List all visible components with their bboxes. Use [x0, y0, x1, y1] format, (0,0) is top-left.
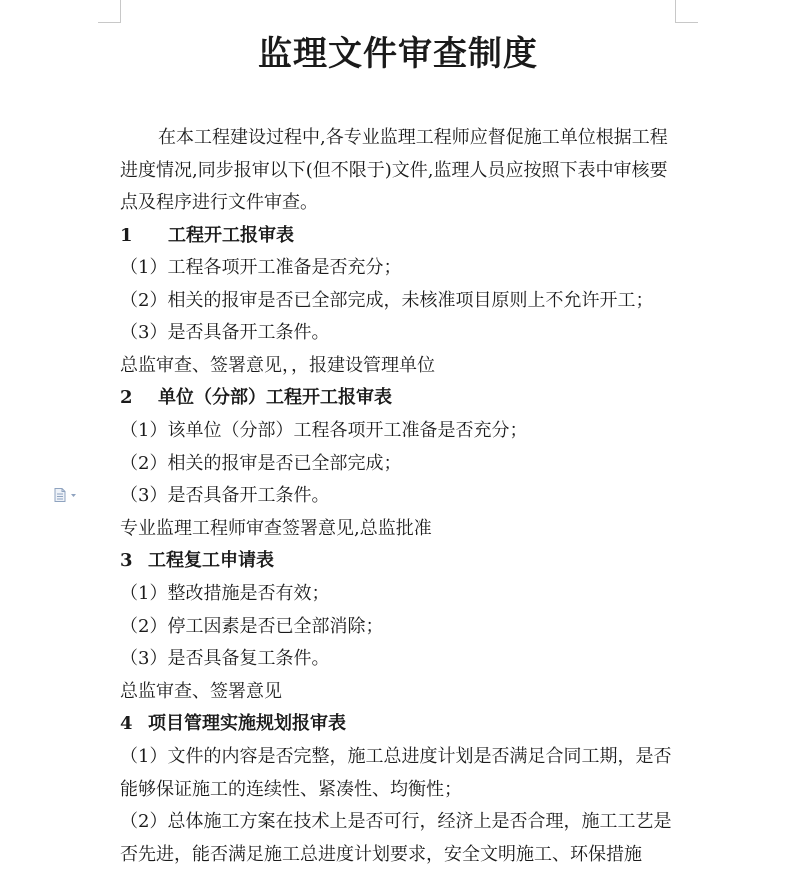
section-title: 工程复工申请表 [148, 550, 274, 572]
section-number: 2 [120, 387, 133, 409]
crop-mark-top-left-horizontal [98, 22, 121, 23]
section-item: （2）停工因素是否已全部消除； [120, 615, 384, 637]
section-item: （2）总体施工方案在技术上是否可行，经济上是否合理，施工工艺是否先进，能否满足施工总进度计划要求，安全文明施工、环保措施 [120, 811, 672, 865]
section-number: 4 [120, 713, 133, 735]
section-item: （1）文件的内容是否完整，施工总进度计划是否满足合同工期，是否能够保证施工的连续性、紧凑性、均衡性； [120, 746, 672, 800]
section-item: （3）是否具备开工条件。 [120, 322, 330, 344]
document-menu-icon[interactable] [54, 487, 80, 501]
section-item: （2）相关的报审是否已全部完成，未核准项目原则上不允许开工； [120, 289, 654, 311]
section-item: （3）是否具备复工条件。 [120, 648, 330, 670]
page-title: 监理文件审查制度 [258, 34, 538, 74]
section-title: 工程开工报审表 [168, 224, 294, 246]
section-title: 单位（分部）工程开工报审表 [158, 387, 392, 409]
document-body [120, 122, 680, 871]
section-item: （1）整改措施是否有效； [120, 583, 330, 605]
section-heading [120, 382, 680, 415]
section-number: 1 [120, 224, 133, 246]
section-number: 3 [120, 550, 133, 572]
section-item: （2）相关的报审是否已全部完成； [120, 452, 402, 474]
section-procedure: 专业监理工程师审查签署意见,总监批准 [120, 517, 432, 539]
section-item: （1）该单位（分部）工程各项开工准备是否充分； [120, 420, 528, 442]
crop-mark-top-right-vertical [675, 0, 676, 22]
section-item: （3）是否具备开工条件。 [120, 485, 330, 507]
crop-mark-top-right-horizontal [675, 22, 698, 23]
section-heading [120, 545, 680, 578]
section-heading [120, 220, 680, 253]
section-procedure: 总监审查、签署意见，，报建设管理单位 [120, 354, 435, 376]
section-item: （1）工程各项开工准备是否充分； [120, 257, 402, 279]
section-title: 项目管理实施规划报审表 [148, 713, 346, 735]
section-procedure: 总监审查、签署意见 [120, 680, 282, 702]
intro-paragraph: 在本工程建设过程中,各专业监理工程师应督促施工单位根据工程进度情况,同步报审以下(但不限于)文件,监理人员应按照下表中审核要点及程序进行文件审查。 [120, 127, 668, 213]
crop-mark-top-left-vertical [120, 0, 121, 22]
section-heading [120, 708, 680, 741]
